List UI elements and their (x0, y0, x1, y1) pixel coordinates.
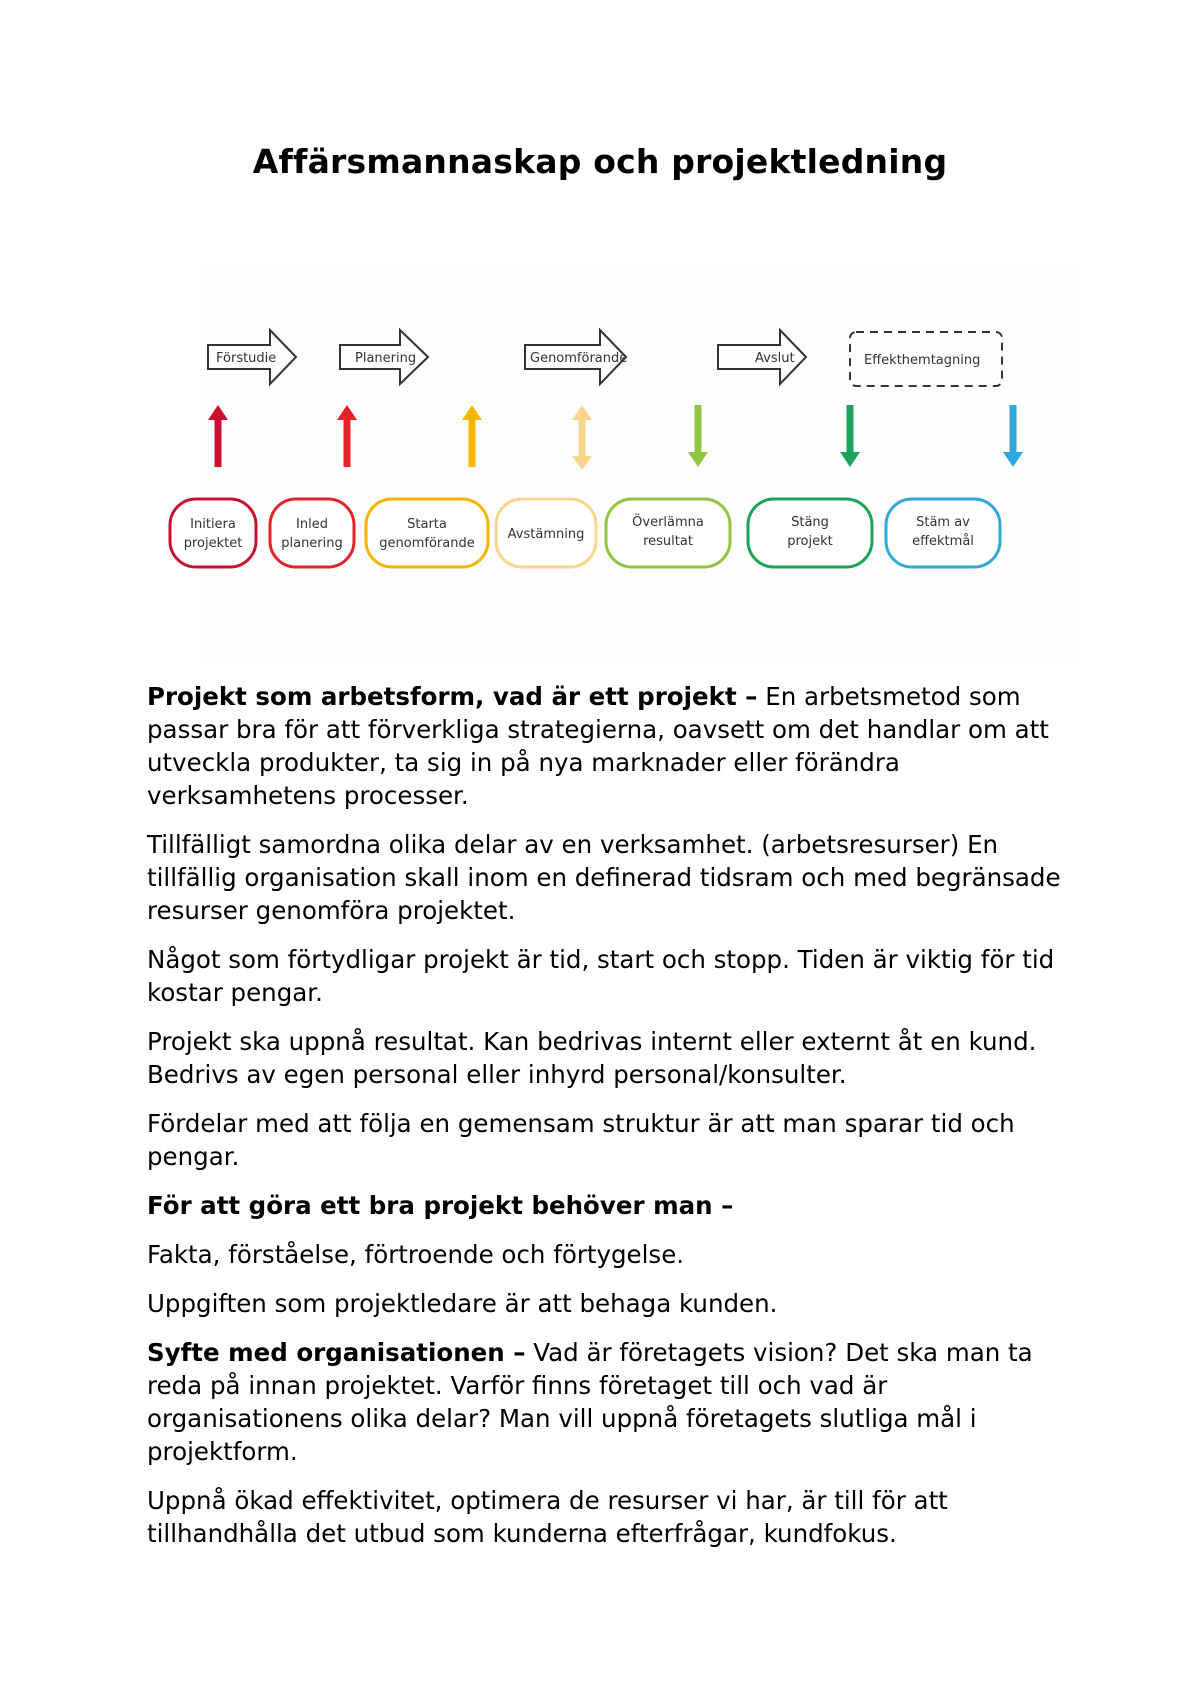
milestone-arrow-7 (1003, 405, 1023, 467)
phase-label-avslut: Avslut (755, 351, 795, 366)
phase-label-planering: Planering (355, 351, 417, 366)
heading-bra-projekt (147, 1189, 1072, 1222)
paragraph-resultat: Projekt ska uppnå resultat. Kan bedrivas internt eller externt åt en kund. Bedrivs av egen personal eller inhyrd personal/konsulter. (147, 1027, 1037, 1089)
paragraph-uppgiften: Uppgiften som projektledare är att behaga kunden. (147, 1289, 778, 1318)
milestone-pill-initiera (170, 499, 256, 567)
phase-label-effekthemtagning: Effekthemtagning (864, 353, 981, 368)
milestone-label-inled-2: planering (281, 536, 343, 551)
phase-label-forstudie: Förstudie (216, 351, 277, 366)
project-phase-diagram-svg (183, 262, 1080, 662)
milestone-pill-stam-av (886, 499, 1000, 567)
paragraph-fordelar: Fördelar med att följa en gemensam struktur är att man sparar tid och pengar. (147, 1109, 1015, 1171)
milestone-label-stam-av-1: Stäm av (916, 515, 970, 530)
heading-syfte: Syfte med organisationen – (147, 1338, 526, 1367)
paragraph-syfte (147, 1336, 1072, 1468)
milestone-label-overlamna-1: Överlämna (632, 515, 704, 530)
paragraph-text: Vad är företagets vision? Det ska man ta reda på innan projektet. Varför finns företaget till och vad är organisationens olika delar? Man vill uppnå företagets slutliga mål i projektform. (147, 1338, 1033, 1466)
milestone-label-inled-1: Inled (296, 517, 328, 532)
milestone-arrow-2 (337, 405, 357, 467)
phase-label-genomforande: Genomförande (530, 351, 628, 366)
milestone-pill-starta (366, 499, 488, 567)
project-phase-diagram (183, 262, 1080, 662)
milestone-arrow-4 (572, 405, 592, 470)
milestone-arrow-3 (462, 405, 482, 467)
document-body (147, 680, 1072, 1566)
milestone-pill-inled (270, 499, 354, 567)
milestone-label-initiera-2: projektet (183, 536, 243, 551)
milestone-label-stam-av-2: effektmål (912, 534, 974, 549)
heading-projekt-som-arbetsform: Projekt som arbetsform, vad är ett projekt – (147, 682, 758, 711)
page-title: Affärsmannaskap och projektledning (252, 142, 948, 181)
milestone-label-starta-2: genomförande (379, 536, 475, 551)
milestone-label-avstamning: Avstämning (507, 527, 585, 542)
paragraph-tid: Något som förtydligar projekt är tid, start och stopp. Tiden är viktig för tid kostar pengar. (147, 945, 1055, 1007)
milestone-arrow-1 (208, 405, 228, 467)
milestone-pill-overlamna (606, 499, 730, 567)
milestone-label-starta-1: Starta (407, 517, 447, 532)
milestone-label-stang-1: Stäng (791, 515, 829, 530)
heading-bra-projekt-text: För att göra ett bra projekt behöver man – (147, 1191, 734, 1220)
milestone-pill-stang (748, 499, 872, 567)
paragraph-tillfalligt: Tillfälligt samordna olika delar av en verksamhet. (arbetsresurser) En tillfällig organisation skall inom en definerad tidsram och med begränsade resurser genomföra projektet. (147, 830, 1061, 925)
paragraph-fakta: Fakta, förståelse, förtroende och förtygelse. (147, 1240, 685, 1269)
paragraph-text: En arbetsmetod som passar bra för att förverkliga strategierna, oavsett om det handlar om att utveckla produkter, ta sig in på nya marknader eller förändra verksamhetens processer. (147, 682, 1049, 810)
paragraph-projekt-som-arbetsform (147, 680, 1072, 812)
milestone-label-stang-2: projekt (787, 534, 833, 549)
milestone-arrow-5 (688, 405, 708, 467)
milestone-label-initiera-1: Initiera (190, 517, 236, 532)
milestone-label-overlamna-2: resultat (643, 534, 693, 549)
paragraph-effektivitet: Uppnå ökad effektivitet, optimera de resurser vi har, är till för att tillhandhålla det utbud som kunderna efterfrågar, kundfokus. (147, 1486, 948, 1548)
milestone-arrow-6 (840, 405, 860, 467)
